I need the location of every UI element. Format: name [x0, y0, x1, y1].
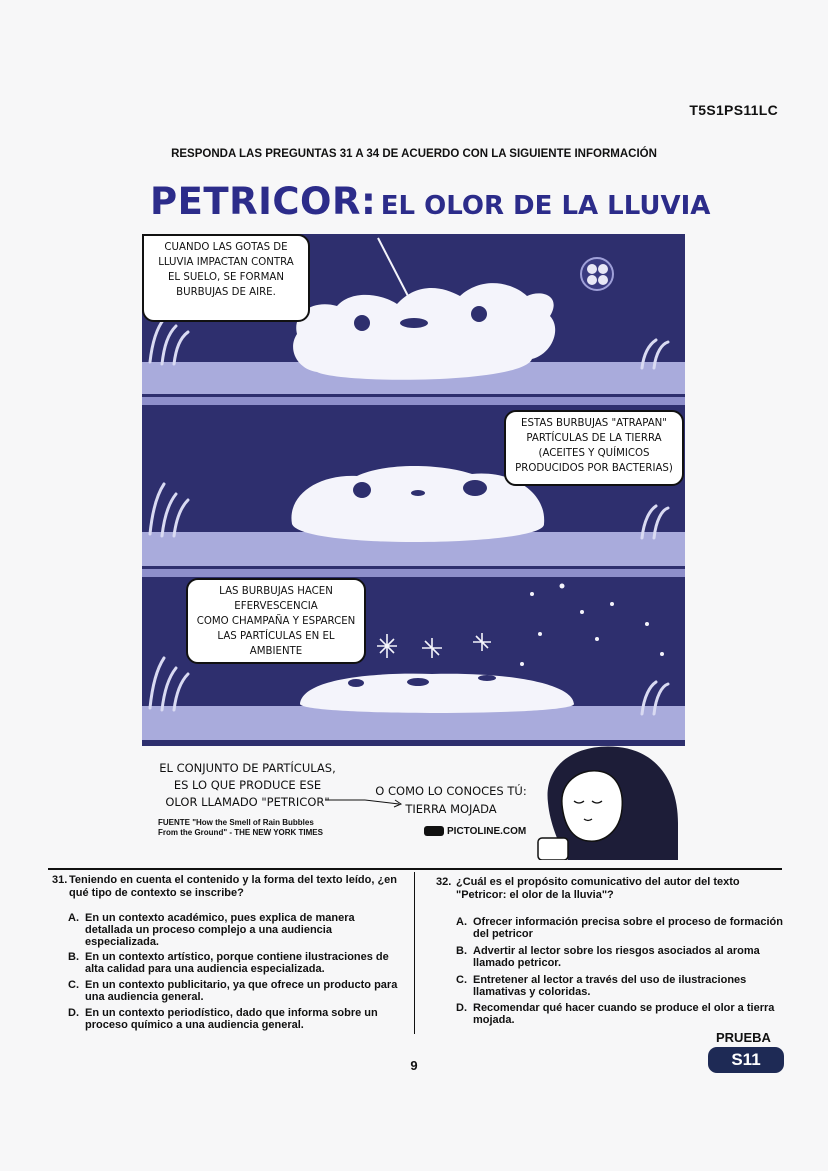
panel-3-caption	[186, 578, 366, 664]
option-letter: C.	[456, 974, 467, 986]
conclusion-line: ES LO QUE PRODUCE ESE	[173, 778, 322, 792]
option-31-c[interactable]	[68, 979, 398, 1003]
alternative-name	[372, 782, 530, 818]
option-32-a[interactable]	[456, 916, 784, 940]
option-31-a[interactable]	[68, 912, 398, 949]
caption-line: BURBUJAS DE AIRE.	[176, 287, 276, 298]
conclusion-line: OLOR LLAMADO "PETRICOR"	[165, 795, 330, 809]
option-text: Ofrecer información precisa sobre el proceso de formación del petricor	[473, 916, 783, 941]
title-main: PETRICOR:	[150, 180, 377, 223]
option-text: Advertir al lector sobre los riesgos asociados al aroma llamado petricor.	[473, 945, 760, 970]
infographic-title	[150, 180, 711, 223]
option-31-b[interactable]	[68, 951, 398, 975]
instructions: RESPONDA LAS PREGUNTAS 31 A 34 DE ACUERDO CON LA SIGUIENTE INFORMACIÓN	[171, 148, 657, 160]
option-text: En un contexto publicitario, ya que ofrece un producto para una audiencia general.	[85, 979, 398, 1004]
option-letter: B.	[456, 945, 467, 957]
question-31	[52, 874, 398, 899]
caption-line: PARTÍCULAS DE LA TIERRA	[526, 433, 662, 444]
question-stem: Teniendo en cuenta el contenido y la forma del texto leído, ¿en qué tipo de contexto se inscribe?	[69, 874, 398, 899]
option-text: En un contexto artístico, porque contiene ilustraciones de alta calidad para una audiencia especializada.	[85, 951, 389, 976]
caption-line: (ACEITES Y QUÍMICOS	[538, 448, 650, 459]
caption-line: EL SUELO, SE FORMAN	[168, 272, 284, 283]
section-divider	[48, 868, 782, 870]
option-letter: C.	[68, 979, 79, 991]
caption-line: COMO CHAMPAÑA Y ESPARCEN	[196, 616, 356, 627]
caption-line: EFERVESCENCIA	[234, 601, 318, 612]
caption-line: LAS BURBUJAS HACEN	[219, 586, 333, 597]
panel-1-caption	[142, 234, 310, 322]
caption-line: ESTAS BURBUJAS "ATRAPAN"	[521, 418, 667, 429]
option-text: Entretener al lector a través del uso de ilustraciones llamativas y coloridas.	[473, 974, 747, 999]
option-32-c[interactable]	[456, 974, 784, 998]
option-text: En un contexto académico, pues explica de manera detallada un proceso complejo a una audiencia especializada.	[85, 912, 355, 949]
option-31-d[interactable]	[68, 1007, 398, 1031]
alt-line: TIERRA MOJADA	[405, 802, 497, 816]
document-code: T5S1PS11LC	[689, 102, 778, 118]
source-line: FUENTE "How the Smell of Rain Bubbles	[158, 818, 314, 827]
option-letter: A.	[456, 916, 467, 928]
source-citation	[158, 818, 323, 838]
source-line: From the Ground" - THE NEW YORK TIMES	[158, 828, 323, 837]
bull-logo-icon	[424, 826, 444, 836]
option-letter: D.	[456, 1002, 467, 1014]
option-letter: B.	[68, 951, 79, 963]
option-text: Recomendar qué hacer cuando se produce el olor a tierra mojada.	[473, 1002, 775, 1027]
section-badge: S11	[708, 1047, 784, 1073]
question-32	[436, 876, 784, 901]
prueba-label: PRUEBA	[716, 1030, 771, 1045]
option-32-b[interactable]	[456, 945, 784, 969]
brand-credit	[424, 826, 526, 837]
option-letter: D.	[68, 1007, 79, 1019]
caption-line: LLUVIA IMPACTAN CONTRA	[158, 257, 294, 268]
question-number: 31.	[52, 874, 68, 886]
page-number: 9	[410, 1058, 418, 1073]
option-letter: A.	[68, 912, 79, 924]
column-divider	[414, 872, 415, 1034]
brand-name: PICTOLINE.COM	[447, 826, 527, 837]
caption-line: LAS PARTÍCULAS EN EL	[217, 631, 335, 642]
conclusion-line: EL CONJUNTO DE PARTÍCULAS,	[159, 761, 336, 775]
caption-line: PRODUCIDOS POR BACTERIAS)	[515, 463, 673, 474]
question-number: 32.	[436, 876, 452, 888]
comic-illustration	[142, 234, 685, 746]
option-32-d[interactable]	[456, 1002, 784, 1026]
alt-line: O COMO LO CONOCES TÚ:	[375, 784, 527, 798]
option-text: En un contexto periodístico, dado que informa sobre un proceso químico a una audiencia general.	[85, 1007, 378, 1032]
panel-2-caption	[504, 410, 684, 486]
conclusion-text	[150, 760, 345, 811]
question-stem: ¿Cuál es el propósito comunicativo del autor del texto "Petricor: el olor de la lluvia"?	[456, 876, 740, 901]
caption-line: CUANDO LAS GOTAS DE	[164, 242, 288, 253]
woman-illustration	[528, 743, 688, 860]
title-sub: EL OLOR DE LA LLUVIA	[380, 191, 711, 221]
caption-line: AMBIENTE	[249, 646, 303, 657]
